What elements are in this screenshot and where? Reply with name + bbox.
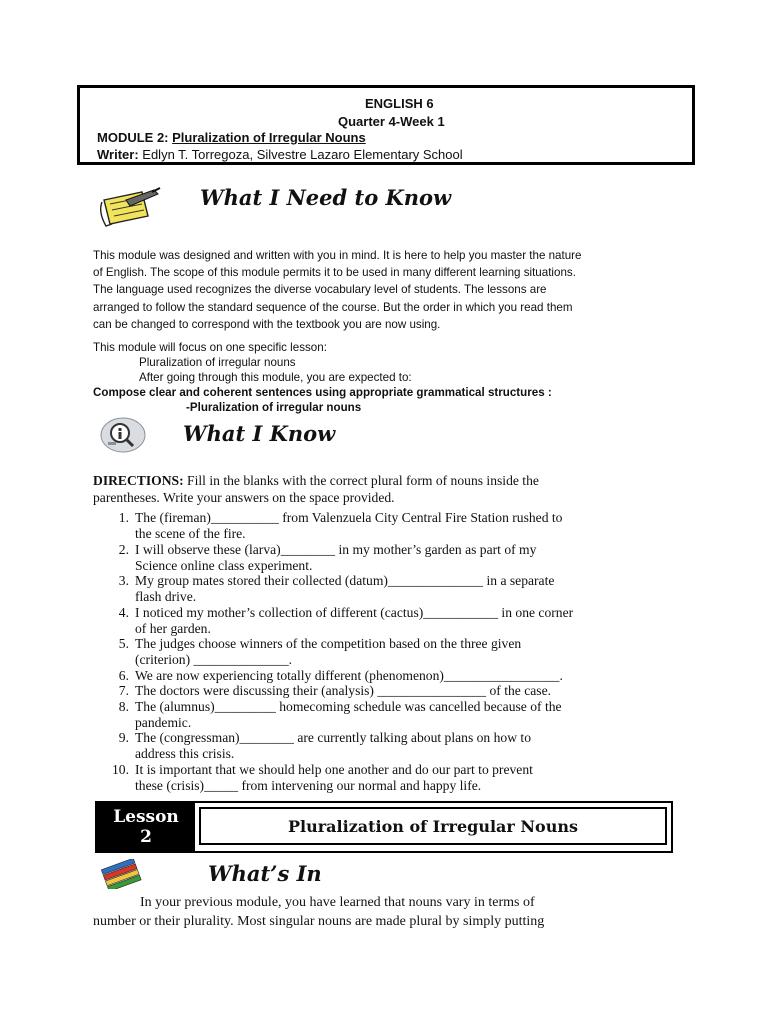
- whats-in-line: number or their plurality. Most singular nouns are made plural by simply putting: [93, 914, 545, 929]
- item-text-cont: these (crisis)_____ from intervening our normal and happy life.: [135, 777, 482, 793]
- lesson-banner: [95, 801, 673, 853]
- module-header: [77, 85, 695, 165]
- item-number: 4.: [118, 605, 129, 620]
- competency: Compose clear and coherent sentences using appropriate grammatical structures :: [93, 386, 552, 399]
- item-text: I noticed my mother’s collection of different (cactus)___________ in one corner: [135, 605, 574, 620]
- subject-title: ENGLISH 6: [365, 96, 434, 111]
- competency-item: -Pluralization of irregular nouns: [186, 401, 362, 414]
- item-text: We are now experiencing totally different (phenomenon)_________________.: [135, 668, 563, 683]
- item-text: The (fireman)__________ from Valenzuela City Central Fire Station rushed to: [135, 510, 563, 525]
- module-title: Pluralization of Irregular Nouns: [172, 130, 366, 145]
- section-title-whats-in: What’s In: [208, 861, 322, 886]
- intro-line: The language used recognizes the diverse vocabulary level of students. The lessons are: [93, 283, 547, 297]
- section-title-need-to-know: What I Need to Know: [200, 185, 452, 210]
- item-text-cont: flash drive.: [135, 588, 197, 604]
- quarter-week: Quarter 4-Week 1: [338, 114, 445, 129]
- item-text: My group mates stored their collected (datum)______________ in a separate: [135, 573, 555, 588]
- item-text-cont: Science online class experiment.: [135, 557, 313, 573]
- intro-line: of English. The scope of this module permits it to be used in many different learning situations.: [93, 266, 576, 280]
- item-text: The (alumnus)_________ homecoming schedule was cancelled because of the: [135, 699, 562, 714]
- item-number: 9.: [118, 730, 129, 745]
- item-number: 7.: [118, 683, 129, 698]
- module-line: [97, 130, 366, 145]
- directions-text: Fill in the blanks with the correct plural form of nouns inside the: [183, 473, 539, 488]
- item-number: 3.: [118, 573, 129, 588]
- directions: [93, 473, 675, 507]
- item-number: 8.: [118, 699, 129, 714]
- colored-pencils-icon: [100, 859, 144, 889]
- item-number: 1.: [118, 510, 129, 525]
- item-text-cont: pandemic.: [135, 714, 192, 730]
- item-number: 2.: [118, 542, 129, 557]
- focus-lesson: Pluralization of irregular nouns: [139, 356, 296, 369]
- lesson-badge: [97, 803, 195, 851]
- module-label: MODULE 2:: [97, 130, 169, 145]
- section-title-what-i-know: What I Know: [183, 421, 336, 446]
- item-number: 5.: [118, 636, 129, 651]
- whats-in-paragraph: [93, 893, 675, 931]
- intro-paragraph: [93, 247, 675, 333]
- directions-text-2: parentheses. Write your answers on the space provided.: [93, 489, 395, 505]
- lesson-label: Lesson: [113, 807, 179, 827]
- scroll-quill-icon: [96, 186, 162, 230]
- focus-intro: This module will focus on one specific lesson:: [93, 341, 327, 354]
- item-text-cont: (criterion) ______________.: [135, 651, 293, 667]
- lesson-title: Pluralization of Irregular Nouns: [199, 807, 667, 845]
- intro-line: arranged to follow the standard sequence of the course. But the order in which you read them: [93, 300, 573, 314]
- magnifier-info-icon: [100, 414, 146, 454]
- item-number: 10.: [112, 762, 129, 777]
- lesson-number: 2: [140, 827, 152, 847]
- writer-line: [97, 147, 463, 162]
- writer-name: Edlyn T. Torregoza, Silvestre Lazaro Elementary School: [142, 147, 463, 162]
- item-text-cont: of her garden.: [135, 620, 211, 636]
- item-text: The (congressman)________ are currently talking about plans on how to: [135, 730, 532, 745]
- item-text: I will observe these (larva)________ in my mother’s garden as part of my: [135, 542, 537, 557]
- item-text-cont: the scene of the fire.: [135, 525, 246, 541]
- whats-in-line: In your previous module, you have learned that nouns vary in terms of: [140, 895, 535, 910]
- intro-line: This module was designed and written with you in mind. It is here to help you master the nature: [93, 249, 582, 262]
- directions-label: DIRECTIONS:: [93, 473, 184, 488]
- item-number: 6.: [118, 668, 129, 683]
- writer-label: Writer:: [97, 147, 139, 162]
- item-text-cont: address this crisis.: [135, 745, 235, 761]
- expected-intro: After going through this module, you are expected to:: [139, 371, 412, 384]
- item-text: The doctors were discussing their (analysis) ________________ of the case.: [135, 683, 552, 698]
- item-text: It is important that we should help one another and do our part to prevent: [135, 762, 533, 777]
- intro-line: can be changed to correspond with the textbook you are now using.: [93, 317, 441, 331]
- item-text: The judges choose winners of the competition based on the three given: [135, 636, 522, 651]
